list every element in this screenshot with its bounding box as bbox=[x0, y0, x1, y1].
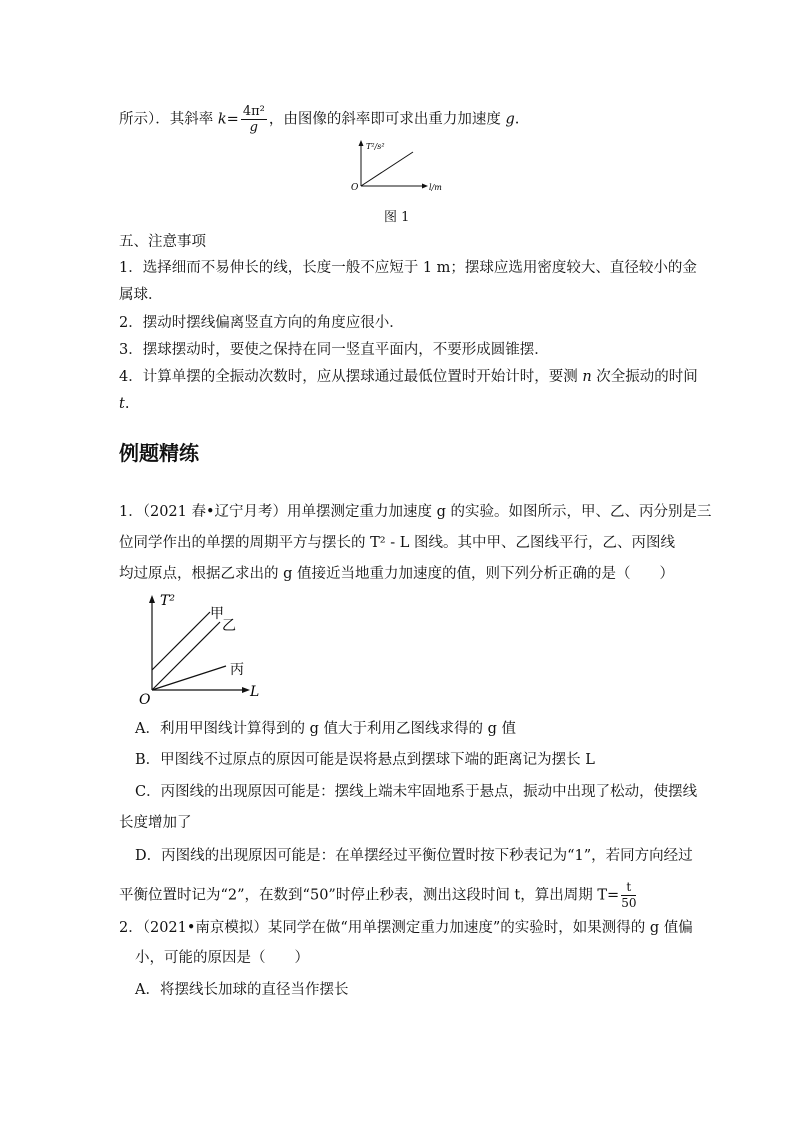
q1-stem-1: 1．（2021 春•辽宁月考）用单摆测定重力加速度 g 的实验。如图所示，甲、乙、丙分别是三 bbox=[119, 504, 712, 520]
q1-label-jia: 甲 bbox=[210, 606, 224, 622]
q1-line-bing bbox=[152, 666, 226, 690]
q1-option-b: B．甲图线不过原点的原因可能是误将悬点到摆球下端的距离记为摆长 L bbox=[135, 752, 595, 768]
q1-label-yi: 乙 bbox=[222, 618, 236, 634]
fig1-line bbox=[361, 152, 413, 186]
q1-origin: O bbox=[139, 692, 151, 708]
fig1-x-arrow bbox=[422, 184, 428, 189]
q2-stem-2: 小，可能的原因是（ ） bbox=[135, 950, 309, 966]
fig1-x-label: l/m bbox=[429, 183, 442, 192]
figure-1-graph bbox=[345, 138, 455, 198]
q1-graph bbox=[138, 590, 278, 708]
note-4: 4．计算单摆的全振动次数时，应从摆球通过最低位置时开始计时，要测 n 次全振动的时间 bbox=[119, 369, 698, 385]
period-fraction: $\frac{t}{50}$ bbox=[621, 880, 637, 910]
fig1-origin: O bbox=[351, 183, 359, 193]
slope-formula-line: 所示）．其斜率 k= $\frac{\text{4π²}}{g}$ ，由图像的斜率即可求出重力加速度 g. bbox=[119, 104, 520, 135]
q1-line-yi bbox=[152, 622, 220, 690]
q1-x-arrow bbox=[242, 687, 250, 693]
note-1: 1．选择细而不易伸长的线，长度一般不应短于 1 m；摆球应选用密度较大、直径较小的金 bbox=[119, 260, 697, 276]
figure-1-caption: 图 1 bbox=[384, 210, 410, 225]
note-2: 2．摆动时摆线偏离竖直方向的角度应很小． bbox=[119, 315, 404, 331]
q2-stem-1: 2．（2021•南京模拟）某同学在做“用单摆测定重力加速度”的实验时，如果测得的 g 值偏 bbox=[119, 920, 693, 936]
q1-y-arrow bbox=[149, 595, 155, 603]
q1-stem-3: 均过原点，根据乙求出的 g 值接近当地重力加速度的值，则下列分析正确的是（ ） bbox=[119, 566, 674, 582]
note-4-cont: t. bbox=[119, 396, 130, 412]
q2-option-a: A．将摆线长加球的直径当作摆长 bbox=[135, 982, 349, 998]
section-heading: 例题精练 bbox=[119, 441, 199, 465]
q1-y-label: T² bbox=[160, 593, 175, 609]
q1-option-d: D．丙图线的出现原因可能是：在单摆经过平衡位置时按下秒表记为“1”，若同方向经过 bbox=[135, 848, 693, 864]
slope-fraction: $\frac{\text{4π²}}{g}$ bbox=[242, 104, 265, 135]
q1-option-a: A．利用甲图线计算得到的 g 值大于利用乙图线求得的 g 值 bbox=[135, 721, 516, 737]
q1-option-c: C．丙图线的出现原因可能是：摆线上端未牢固地系于悬点，振动中出现了松动，使摆线 bbox=[135, 784, 698, 800]
notes-title: 五、注意事项 bbox=[119, 234, 206, 250]
q1-option-c-cont: 长度增加了 bbox=[119, 815, 192, 831]
fig1-y-label: T²/s² bbox=[366, 142, 385, 151]
q1-stem-2: 位同学作出的单摆的周期平方与摆长的 T² - L 图线。其中甲、乙图线平行，乙、丙图线 bbox=[119, 535, 675, 551]
q1-option-d-cont: 平衡位置时记为“2”，在数到“50”时停止秒表，测出这段时间 t，算出周期 T= $\frac{t}{50}$ bbox=[119, 880, 637, 910]
fig1-y-arrow bbox=[359, 140, 364, 146]
note-3: 3．摆球摆动时，要使之保持在同一竖直平面内，不要形成圆锥摆． bbox=[119, 342, 549, 358]
q1-label-bing: 丙 bbox=[230, 662, 244, 678]
q1-x-label: L bbox=[250, 684, 260, 700]
note-1-cont: 属球． bbox=[119, 287, 163, 303]
